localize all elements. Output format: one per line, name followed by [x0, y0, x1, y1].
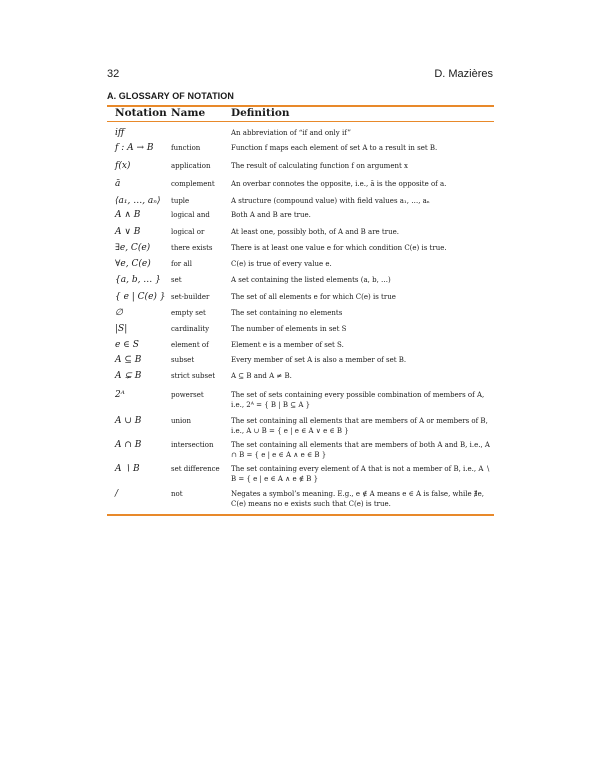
notation-cell: ∅	[115, 308, 123, 318]
definition-cell: A structure (compound value) with field values a₁, …, aₙ	[231, 197, 430, 205]
name-cell: there exists	[171, 244, 213, 252]
notation-cell: 2ᴬ	[115, 390, 125, 400]
name-cell: logical or	[171, 228, 205, 236]
definition-cell: The set containing all elements that are members of A or members of B, i.e., A ∪ B = { e | e ∈ A ∨ e ∈ B }	[231, 417, 488, 435]
name-cell: function	[171, 144, 201, 152]
notation-cell: {a, b, … }	[115, 275, 161, 285]
definition-cell: There is at least one value e for which condition C(e) is true.	[231, 244, 447, 252]
definition-cell: The result of calculating function f on argument x	[231, 162, 408, 170]
definition-cell: An abbreviation of “if and only if”	[231, 129, 351, 137]
notation-cell: f : A → B	[115, 143, 154, 153]
name-cell: complement	[171, 180, 215, 188]
name-cell: set	[171, 276, 182, 284]
notation-cell: ⟨a₁, …, aₙ⟩	[115, 196, 161, 206]
notation-cell: A ∨ B	[115, 227, 141, 237]
running-author: D. Mazières	[434, 68, 493, 80]
name-cell: logical and	[171, 211, 210, 219]
notation-cell: iff	[115, 128, 125, 138]
name-cell: element of	[171, 341, 209, 349]
table-bottom-rule	[107, 514, 494, 516]
notation-cell: A ⊊ B	[115, 371, 142, 381]
definition-cell: Both A and B are true.	[231, 211, 311, 219]
name-cell: set difference	[171, 465, 220, 473]
name-cell: application	[171, 162, 211, 170]
notation-cell: e ∈ S	[115, 340, 139, 350]
definition-cell: The set containing no elements	[231, 309, 343, 317]
name-cell: empty set	[171, 309, 206, 317]
notation-cell: ā	[115, 179, 121, 189]
definition-cell: The set of all elements e for which C(e) is true	[231, 293, 396, 301]
definition-cell: A set containing the listed elements (a, b, …)	[231, 276, 391, 284]
page-number: 32	[107, 68, 120, 80]
name-cell: union	[171, 417, 191, 425]
name-cell: set-builder	[171, 293, 210, 301]
notation-cell: ∀e, C(e)	[115, 259, 151, 269]
notation-cell: /	[115, 489, 119, 499]
definition-cell: Function f maps each element of set A to a result in set B.	[231, 144, 438, 152]
definition-cell: The set containing every element of A that is not a member of B, i.e., A ∖ B = { e | e ∈ A ∧ e ∉ B }	[231, 465, 491, 483]
definition-cell: At least one, possibly both, of A and B are true.	[231, 228, 399, 236]
definition-cell: An overbar connotes the opposite, i.e., ā is the opposite of a.	[231, 180, 447, 188]
name-cell: tuple	[171, 197, 190, 205]
notation-cell: A ⊆ B	[115, 355, 142, 365]
name-cell: powerset	[171, 391, 204, 399]
definition-cell: Every member of set A is also a member of set B.	[231, 356, 407, 364]
table-header-rule	[107, 121, 494, 122]
section-title: A. GLOSSARY OF NOTATION	[107, 91, 234, 101]
definition-cell: A ⊆ B and A ≠ B.	[231, 372, 292, 380]
notation-cell: |S|	[115, 324, 128, 334]
notation-cell: A ∖ B	[115, 464, 140, 474]
name-cell: cardinality	[171, 325, 210, 333]
definition-cell: Element e is a member of set S.	[231, 341, 344, 349]
notation-cell: ∃e, C(e)	[115, 243, 151, 253]
definition-cell: The number of elements in set S	[231, 325, 347, 333]
name-cell: not	[171, 490, 183, 498]
notation-cell: A ∪ B	[115, 416, 142, 426]
definition-cell: C(e) is true of every value e.	[231, 260, 332, 268]
name-cell: intersection	[171, 441, 214, 449]
name-cell: strict subset	[171, 372, 216, 380]
name-cell: subset	[171, 356, 195, 364]
notation-cell: { e | C(e) }	[115, 292, 166, 302]
definition-cell: Negates a symbol’s meaning. E.g., e ∉ A means e ∈ A is false, while ∄e, C(e) means no e exists such that C(e) is true.	[231, 490, 485, 508]
name-cell: for all	[171, 260, 193, 268]
definition-cell: The set of sets containing every possible combination of members of A, i.e., 2ᴬ = { B | B ⊆ A }	[231, 391, 485, 409]
column-header-definition: Definition	[231, 107, 290, 119]
column-header-name: Name	[171, 107, 206, 119]
notation-cell: A ∧ B	[115, 210, 141, 220]
notation-cell: f(x)	[115, 161, 131, 171]
definition-cell: The set containing all elements that are members of both A and B, i.e., A ∩ B = { e | e ∈ A ∧ e ∈ B }	[231, 441, 490, 459]
notation-cell: A ∩ B	[115, 440, 142, 450]
column-header-notation: Notation	[115, 107, 167, 119]
